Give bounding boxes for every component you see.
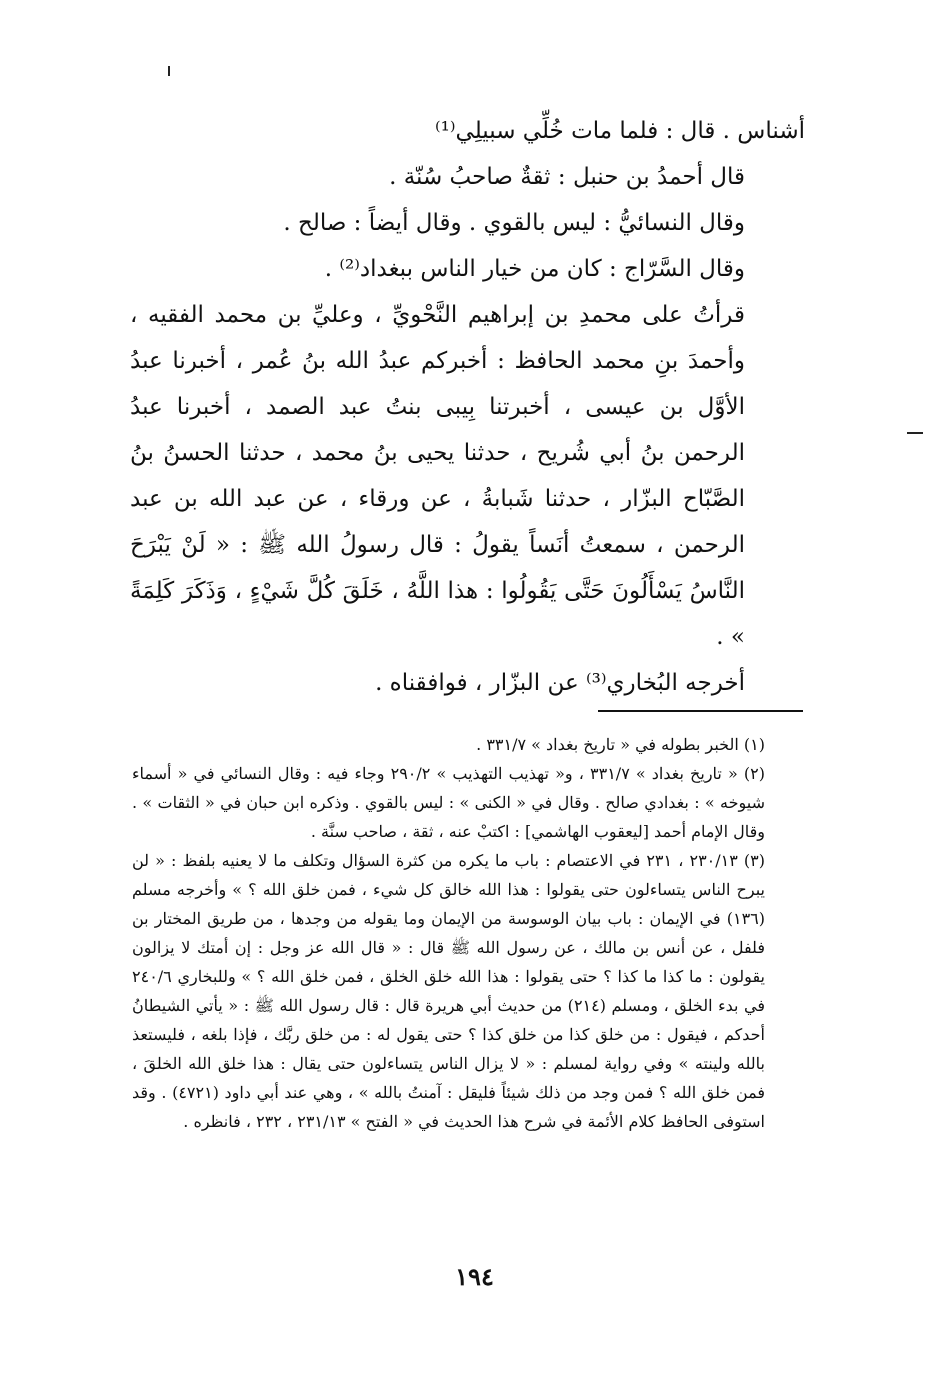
scan-mark	[907, 432, 923, 434]
scan-mark	[168, 66, 170, 76]
page-number: ١٩٤	[455, 1262, 494, 1291]
paragraph: أخرجه البُخاري⁽³⁾ عن البزّار ، فوافقناه .	[375, 670, 745, 696]
footnote: (٣) ٢٣٠/١٣ ، ٢٣١ في الاعتصام : باب ما يكره من كثرة السؤال وتكلف ما لا يعنيه بلفظ : « لن يبرح الناس يتساءلون حتى يقولوا : هذا الله خالق كل شيء ، فمن خلق الله ؟ » وأخرجه مسلم (١٣٦) في الإيمان : باب بيان الوسوسة من الإيمان وما يقوله من وجدها ، من طريق المختار بن فلفل ، عن أنس بن مالك ، عن رسول الله ﷺ قال : « قال الله عز وجل : إن أمتك لا يزالون يقولون : ما كذا ما كذا ؟ حتى يقولوا : هذا الله خلق الخلق ، فمن خلق الله ؟ » وللبخاري ٢٤٠/٦ في بدء الخلق ، ومسلم (٢١٤) من حديث أبي هريرة قال : قال رسول الله ﷺ : « يأتي الشيطانُ أحدكم ، فيقول : من خلق كذا من خلق كذا ؟ حتى يقول له : من خلق ربَّك ، فإذا بلغه ، فليستعذ بالله ولينته » وفي رواية لمسلم : « لا يزال الناس يتساءلون حتى يقال : هذا خلق الله الخلقَ ، فمن خلق الله ؟ فمن وجد من ذلك شيئاً فليقل : آمنتُ بالله » ، وهي عند أبي داود (٤٧٢١) . وقد استوفى الحافظ كلام الأئمة في شرح هذا الحديث في « الفتح » ٢٣١/١٣ ، ٢٣٢ ، فانظره .	[132, 851, 766, 1131]
paragraph: وقال السَّرّاج : كان من خيار الناس ببغداد⁽²⁾ .	[324, 256, 745, 282]
paragraph: وقال النسائيُّ : ليس بالقوي . وقال أيضاً : صالح .	[283, 210, 745, 236]
footnotes	[132, 730, 805, 1136]
footnote: (١) الخبر بطوله في « تاريخ بغداد » ٣٣١/٧ .	[476, 735, 765, 754]
paragraph: قرأتُ على محمدِ بن إبراهيم النَّحْويِّ ، وعليِّ بن محمد الفقيه ، وأحمدَ بنِ محمد الحافظ : أخبركم عبدُ الله بنُ عُمر ، أخبرنا عبدُ الأوَّل بن عيسى ، أخبرتنا بِيبى بنتُ عبد الصمد ، أخبرنا عبدُ الرحمن بنُ أبي شُريح ، حدثنا يحيى بنُ محمد ، حدثنا الحسنُ بنُ الصَّبّاح البزّار ، حدثنا شَبابةُ ، عن ورقاء ، عن عبد الله بن عبد الرحمن ، سمعتُ أنَساً يقولُ : قال رسولُ الله ﷺ : « لَنْ يَبْرَحَ النَّاسُ يَسْأَلُونَ حَتَّى يَقُولُوا : هذا اللَّهُ ، خَلَقَ كُلَّ شَيْءٍ ، وَذَكَرَ كَلِمَةً » .	[130, 302, 745, 650]
paragraph: قال أحمدُ بن حنبل : ثقةٌ صاحبُ سُنّة .	[389, 164, 745, 190]
paragraph: أشناس . قال : فلما مات خُلِّي سبيلِي⁽¹⁾	[434, 118, 805, 144]
footnote: (٢) « تاريخ بغداد » ٣٣١/٧ ، و« تهذيب التهذيب » ٢٩٠/٢ وجاء فيه : وقال النسائي في « أسماء شيوخه » : بغدادي صالح . وقال في « الكنى » : ليس بالقوي . وذكره ابن حبان في « الثقات » . وقال الإمام أحمد [ليعقوب الهاشمي] : اكتبْ عنه ، ثقة ، صاحب سنَّة .	[132, 764, 765, 841]
footnote-divider	[598, 710, 803, 712]
main-text	[130, 108, 805, 706]
